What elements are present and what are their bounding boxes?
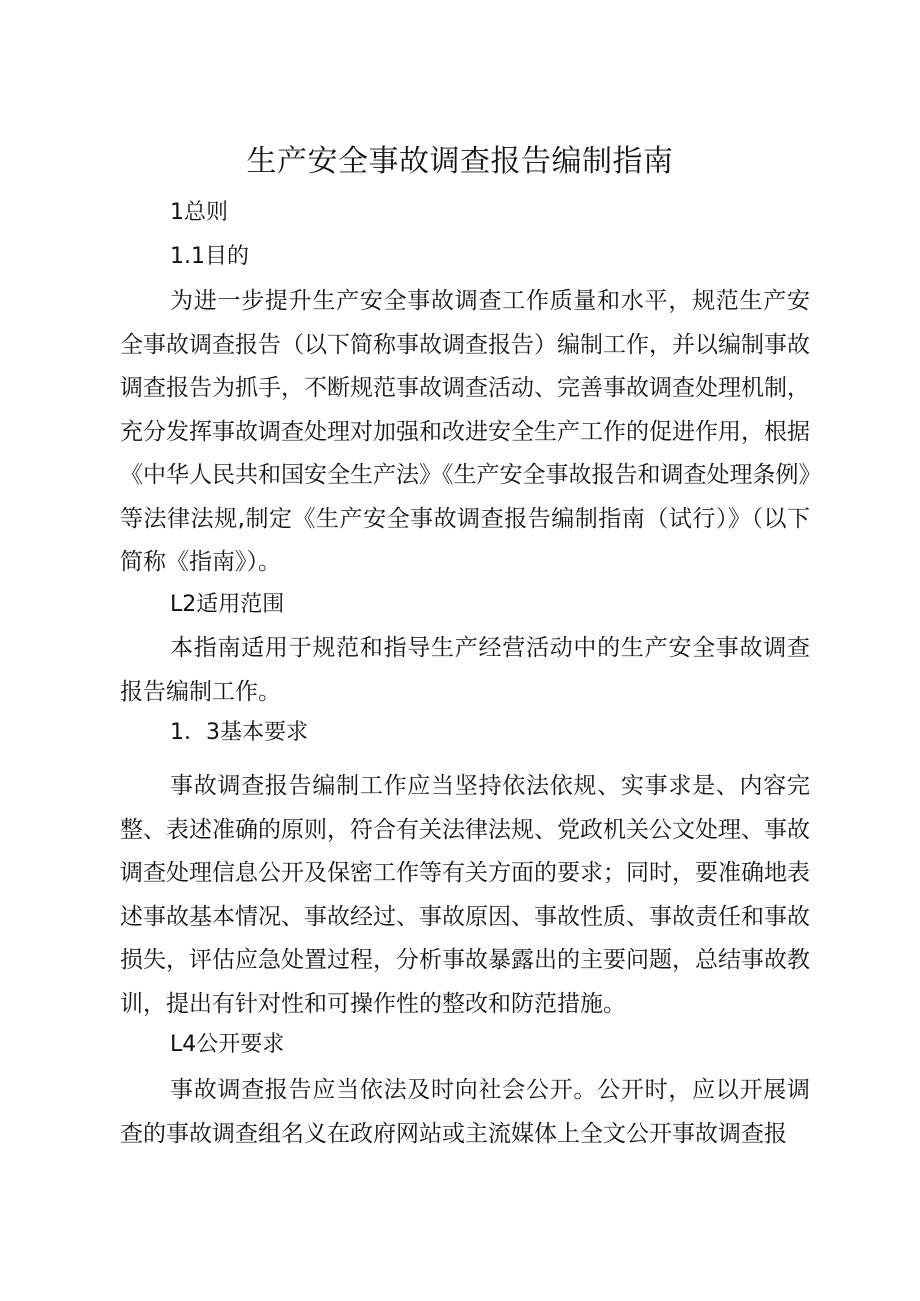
section-heading-general: 1总则 xyxy=(170,200,228,225)
basic-requirements-paragraph: 事故调查报告编制工作应当坚持依法依规、实事求是、内容完整、表述准确的原则，符合有关法律法规、党政机关公文处理、事故调查处理信息公开及保密工作等有关方面的要求；同时，要准确地表述事故基本情况、事故经过、事故原因、事故性质、事故责任和事故损失，评估应急处置过程，分析事故暴露出的主要问题，总结事故教训，提出有针对性和可操作性的整改和防范措施。 xyxy=(120,773,810,1017)
document-title: 生产安全事故调查报告编制指南 xyxy=(246,144,674,179)
section-heading-basic-requirements: 1．3基本要求 xyxy=(170,720,308,745)
section-heading-purpose: 1.1目的 xyxy=(170,244,249,269)
disclosure-paragraph: 事故调查报告应当依法及时向社会公开。公开时，应以开展调查的事故调查组名义在政府网站或主流媒体上全文公开事故调查报 xyxy=(120,1077,810,1147)
section-heading-scope: L2适用范围 xyxy=(170,592,285,617)
purpose-paragraph: 为进一步提升生产安全事故调查工作质量和水平，规范生产安全事故调查报告（以下简称事故调查报告）编制工作，并以编制事故调查报告为抓手，不断规范事故调查活动、完善事故调查处理机制，充分发挥事故调查处理对加强和改进安全生产工作的促进作用，根据《中华人民共和国安全生产法》《生产安全事故报告和调查处理条例》等法律法规,制定《生产安全事故调查报告编制指南（试行）》（以下简称《指南》）。 xyxy=(120,288,810,575)
scope-paragraph: 本指南适用于规范和指导生产经营活动中的生产安全事故调查报告编制工作。 xyxy=(120,635,810,705)
section-heading-disclosure: L4公开要求 xyxy=(170,1032,285,1057)
